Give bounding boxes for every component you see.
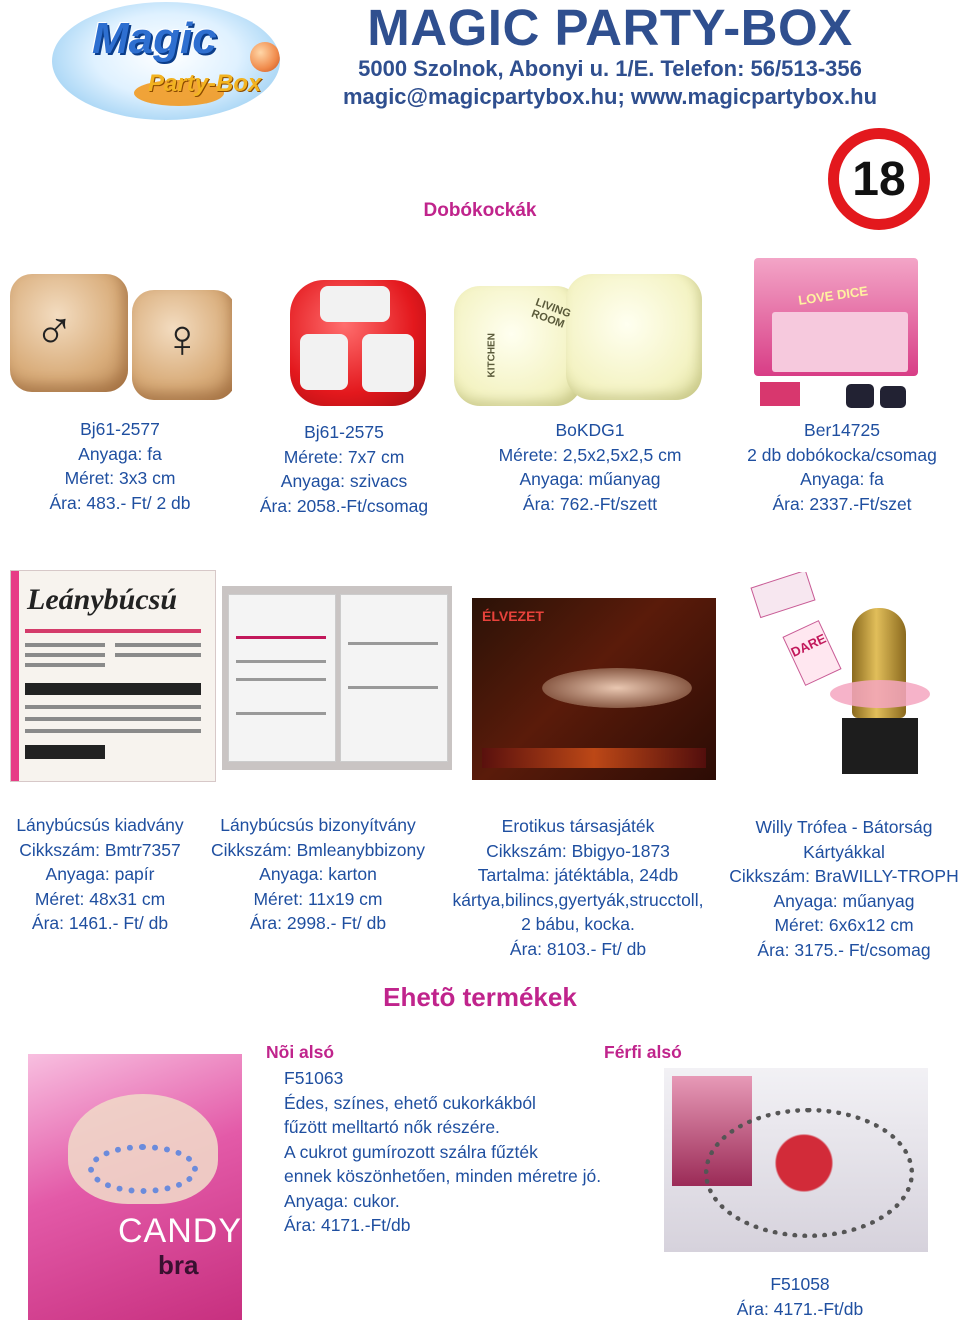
product-code: Cikkszám: Bbigyo-1873 — [486, 840, 670, 861]
male-heading: Férfi alsó — [604, 1042, 682, 1062]
candy-bra-box-image — [28, 1054, 242, 1320]
product-material: Anyaga: műanyag — [519, 469, 661, 489]
product-male-underwear — [700, 1272, 900, 1321]
product-sponge-dice — [244, 420, 444, 518]
female-heading: Nõi alsó — [266, 1042, 335, 1062]
candy-word: CANDY — [118, 1212, 242, 1250]
company-logo — [52, 2, 280, 120]
erotic-board-game-image — [472, 598, 716, 780]
product-material: Anyaga: fa — [800, 469, 884, 489]
logo-word: Magic — [92, 14, 217, 63]
product-title-2: Kártyákkal — [803, 841, 885, 862]
product-size: Mérete: 2,5x2,5x2,5 cm — [498, 444, 682, 465]
product-code: Cikkszám: BraWILLY-TROPH — [729, 866, 959, 886]
candy-bra-word: bra — [158, 1250, 199, 1280]
product-price: Ára: 483.- Ft/ 2 db — [49, 492, 191, 513]
product-description-4: ennek köszönhetően, minden méretre jó. — [284, 1166, 602, 1186]
product-glow-dice — [470, 418, 710, 516]
product-description-2: fűzött melltartó nők részére. — [284, 1117, 500, 1137]
product-price: Ára: 2058.-Ft/csomag — [259, 495, 429, 516]
glow-dice-image — [448, 272, 706, 410]
age-limit-number: 18 — [852, 152, 906, 206]
company-address: 5000 Szolnok, Abonyi u. 1/E. Telefon: 56/513-356 — [358, 56, 862, 81]
product-size: Méret: 11x19 cm — [253, 888, 383, 909]
age-limit-sign — [828, 128, 930, 230]
sponge-dice-image — [286, 278, 430, 408]
wooden-dice-image: ♂ ♀ — [4, 268, 232, 410]
willy-trophy-image — [748, 572, 942, 788]
product-contents: Tartalma: játéktábla, 24db — [477, 865, 679, 885]
logo-subword: Party-Box — [148, 70, 262, 97]
product-code: Cikkszám: Bmtr7357 — [19, 839, 181, 860]
product-size: Méret: 48x31 cm — [34, 888, 166, 909]
product-wooden-dice — [20, 417, 220, 515]
product-title: Willy Trófea - Bátorság — [755, 817, 933, 837]
dice-section-title: Dobókockák — [423, 200, 537, 221]
product-title: Erotikus társasjáték — [501, 816, 655, 836]
product-material: Anyaga: műanyag — [773, 890, 915, 911]
product-price: Ára: 8103.- Ft/ db — [509, 938, 647, 959]
product-bachelorette-certificate — [202, 813, 434, 936]
product-code: Bj61-2575 — [304, 422, 384, 442]
product-material: Anyaga: karton — [259, 864, 377, 884]
product-material: Anyaga: cukor. — [284, 1190, 400, 1211]
bachelorette-newspaper-image — [10, 570, 216, 782]
product-material: Anyaga: szivacs — [280, 471, 408, 491]
product-title: Lánybúcsús bizonyítvány — [220, 815, 416, 835]
product-price: Ára: 4171.-Ft/db — [284, 1215, 411, 1235]
product-title: Lánybúcsús kiadvány — [16, 815, 184, 835]
product-code: F51058 — [770, 1274, 830, 1294]
game-title: ÉLVEZET — [482, 608, 544, 624]
bachelorette-certificate-image — [222, 586, 452, 770]
product-code: BoKDG1 — [555, 420, 625, 440]
product-price: Ára: 4171.-Ft/db — [736, 1298, 864, 1319]
product-code: F51063 — [284, 1068, 344, 1088]
product-price: Ára: 762.-Ft/szett — [522, 493, 658, 514]
product-love-dice — [722, 418, 960, 516]
product-size: Méret: 6x6x12 cm — [774, 915, 914, 935]
product-code: Cikkszám: Bmleanybbizony — [211, 839, 425, 860]
product-material: Anyaga: papír — [45, 864, 155, 884]
edible-section-title: Ehetõ termékek — [383, 982, 577, 1012]
logo-ball — [250, 42, 280, 72]
male-candy-underwear-image — [664, 1068, 928, 1252]
product-bachelorette-newspaper — [2, 813, 198, 936]
glow-dice-label-living: LIVING ROOM — [529, 296, 573, 331]
trophy-card-label: DARE — [782, 620, 841, 686]
product-price: Ára: 2337.-Ft/szet — [772, 493, 912, 514]
product-description-1: Édes, színes, ehető cukorkákból — [284, 1092, 536, 1113]
love-dice-label: LOVE DICE — [797, 283, 869, 308]
product-contents: 2 db dobókocka/csomag — [747, 444, 937, 465]
product-size: Mérete: 7x7 cm — [283, 446, 405, 467]
product-size: Méret: 3x3 cm — [64, 468, 176, 488]
product-erotic-board-game — [438, 814, 718, 961]
company-contact: magic@magicpartybox.hu; www.magicpartybox.hu — [342, 84, 878, 109]
product-price: Ára: 2998.- Ft/ db — [249, 913, 387, 933]
product-price: Ára: 1461.- Ft/ db — [31, 913, 169, 933]
product-code: Bj61-2577 — [80, 419, 160, 439]
product-material: Anyaga: fa — [78, 443, 162, 464]
love-dice-box-image — [750, 252, 926, 412]
company-name: MAGIC PARTY-BOX — [367, 0, 853, 56]
newspaper-title: Leánybúcsú — [27, 583, 177, 616]
product-description-3: A cukrot gumírozott szálra fűzték — [284, 1141, 538, 1162]
product-price: Ára: 3175.- Ft/csomag — [757, 939, 931, 960]
product-contents-2: kártya,bilincs,gyertyák,strucctoll, — [452, 889, 704, 910]
product-candy-bra — [284, 1066, 644, 1238]
product-contents-3: 2 bábu, kocka. — [521, 914, 635, 934]
product-code: Ber14725 — [804, 420, 880, 440]
product-willy-trophy — [726, 815, 960, 962]
glow-dice-label-kitchen: KITCHEN — [486, 333, 498, 378]
